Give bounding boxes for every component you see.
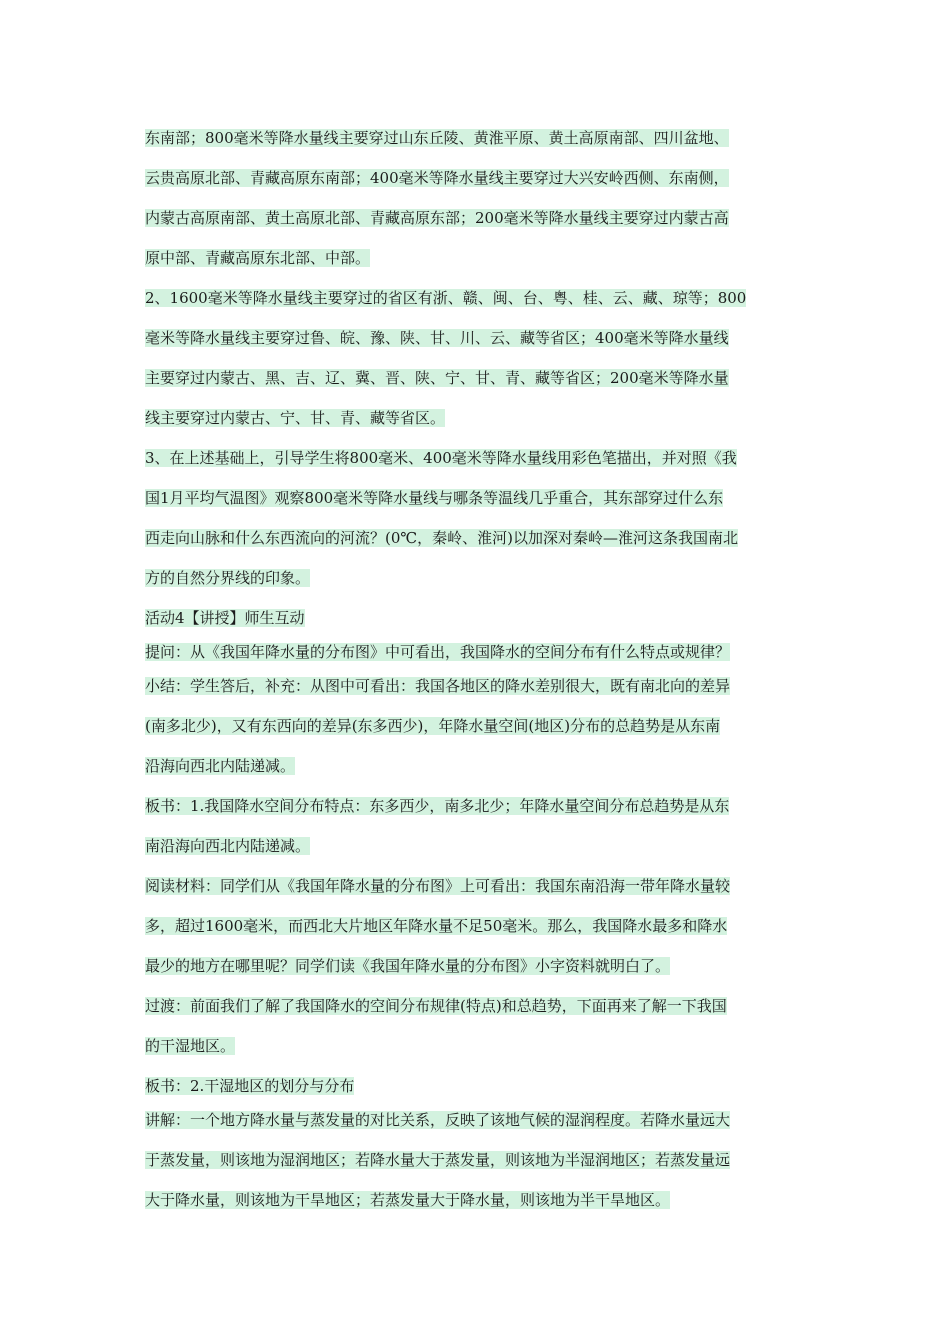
highlighted-text: 国1月平均气温图》观察800毫米等降水量线与哪条等温线几乎重合，其东部穿过什么东 <box>145 489 724 507</box>
text-line <box>145 204 809 244</box>
highlighted-text: 方的自然分界线的印象。 <box>145 569 311 587</box>
text-line <box>145 712 809 752</box>
paragraph <box>145 284 809 444</box>
highlighted-text: 沿海向西北内陆递减。 <box>145 757 296 775</box>
highlighted-text: 大于降水量，则该地为干旱地区；若蒸发量大于降水量，则该地为半干旱地区。 <box>145 1191 671 1209</box>
highlighted-text: 原中部、青藏高原东北部、中部。 <box>145 249 371 267</box>
text-line <box>145 524 809 564</box>
text-line <box>145 564 809 604</box>
paragraph <box>145 792 809 872</box>
text-line <box>145 832 809 872</box>
highlighted-text: 南沿海向西北内陆递减。 <box>145 837 311 855</box>
text-line <box>145 284 809 324</box>
text-line <box>145 484 809 524</box>
highlighted-text: 讲解：一个地方降水量与蒸发量的对比关系，反映了该地气候的湿润程度。若降水量远大 <box>145 1111 731 1129</box>
text-line <box>145 604 809 638</box>
paragraph <box>145 872 809 992</box>
text-line <box>145 404 809 444</box>
text-line <box>145 164 809 204</box>
text-line <box>145 1106 809 1146</box>
highlighted-text: 小结：学生答后，补充：从图中可看出：我国各地区的降水差别很大，既有南北向的差异 <box>145 677 731 695</box>
highlighted-text: 板书：1.我国降水空间分布特点：东多西少，南多北少；年降水量空间分布总趋势是从东 <box>145 797 730 815</box>
highlighted-text: 活动4【讲授】师生互动 <box>145 609 305 627</box>
highlighted-text: 3、在上述基础上，引导学生将800毫米、400毫米等降水量线用彩色笔描出，并对照《我 <box>145 449 737 467</box>
highlighted-text: 云贵高原北部、青藏高原东南部；400毫米等降水量线主要穿过大兴安岭西侧、东南侧， <box>145 169 729 187</box>
highlighted-text: 内蒙古高原南部、黄土高原北部、青藏高原东部；200毫米等降水量线主要穿过内蒙古高 <box>145 209 729 227</box>
highlighted-text: 2、1600毫米等降水量线主要穿过的省区有浙、赣、闽、台、粤、桂、云、藏、琼等；800 <box>145 289 747 307</box>
text-line <box>145 364 809 404</box>
text-line <box>145 1146 809 1186</box>
paragraph <box>145 672 809 792</box>
text-line <box>145 672 809 712</box>
text-line <box>145 638 809 672</box>
text-line <box>145 324 809 364</box>
paragraph <box>145 638 809 672</box>
highlighted-text: 板书：2.干湿地区的划分与分布 <box>145 1077 355 1095</box>
text-line <box>145 1072 809 1106</box>
highlighted-text: 于蒸发量，则该地为湿润地区；若降水量大于蒸发量，则该地为半湿润地区；若蒸发量远 <box>145 1151 731 1169</box>
highlighted-text: 提问：从《我国年降水量的分布图》中可看出，我国降水的空间分布有什么特点或规律？ <box>145 643 731 661</box>
text-line <box>145 124 809 164</box>
text-line <box>145 992 809 1032</box>
paragraph <box>145 992 809 1072</box>
text-line <box>145 244 809 284</box>
highlighted-text: 主要穿过内蒙古、黑、吉、辽、冀、晋、陕、宁、甘、青、藏等省区；200毫米等降水量 <box>145 369 729 387</box>
highlighted-text: 阅读材料：同学们从《我国年降水量的分布图》上可看出：我国东南沿海一带年降水量较 <box>145 877 731 895</box>
text-line <box>145 752 809 792</box>
text-line <box>145 1032 809 1072</box>
text-line <box>145 952 809 992</box>
text-line <box>145 912 809 952</box>
paragraph <box>145 124 809 284</box>
highlighted-text: 东南部；800毫米等降水量线主要穿过山东丘陵、黄淮平原、黄土高原南部、四川盆地、 <box>145 129 729 147</box>
highlighted-text: (南多北少)，又有东西向的差异(东多西少)，年降水量空间(地区)分布的总趋势是从东南 <box>145 717 721 735</box>
highlighted-text: 最少的地方在哪里呢？同学们读《我国年降水量的分布图》小字资料就明白了。 <box>145 957 671 975</box>
highlighted-text: 过渡：前面我们了解了我国降水的空间分布规律(特点)和总趋势，下面再来了解一下我国 <box>145 997 727 1015</box>
highlighted-text: 毫米等降水量线主要穿过鲁、皖、豫、陕、甘、川、云、藏等省区；400毫米等降水量线 <box>145 329 729 347</box>
highlighted-text: 西走向山脉和什么东西流向的河流？(0℃，秦岭、淮河)以加深对秦岭—淮河这条我国南北 <box>145 529 739 547</box>
paragraph <box>145 604 809 638</box>
highlighted-text: 多，超过1600毫米，而西北大片地区年降水量不足50毫米。那么，我国降水最多和降水 <box>145 917 728 935</box>
highlighted-text: 的干湿地区。 <box>145 1037 236 1055</box>
highlighted-text: 线主要穿过内蒙古、宁、甘、青、藏等省区。 <box>145 409 446 427</box>
paragraph <box>145 1072 809 1106</box>
text-line <box>145 872 809 912</box>
paragraph <box>145 444 809 604</box>
paragraph <box>145 1106 809 1226</box>
text-line <box>145 792 809 832</box>
text-line <box>145 1186 809 1226</box>
document-body <box>145 124 809 1226</box>
text-line <box>145 444 809 484</box>
